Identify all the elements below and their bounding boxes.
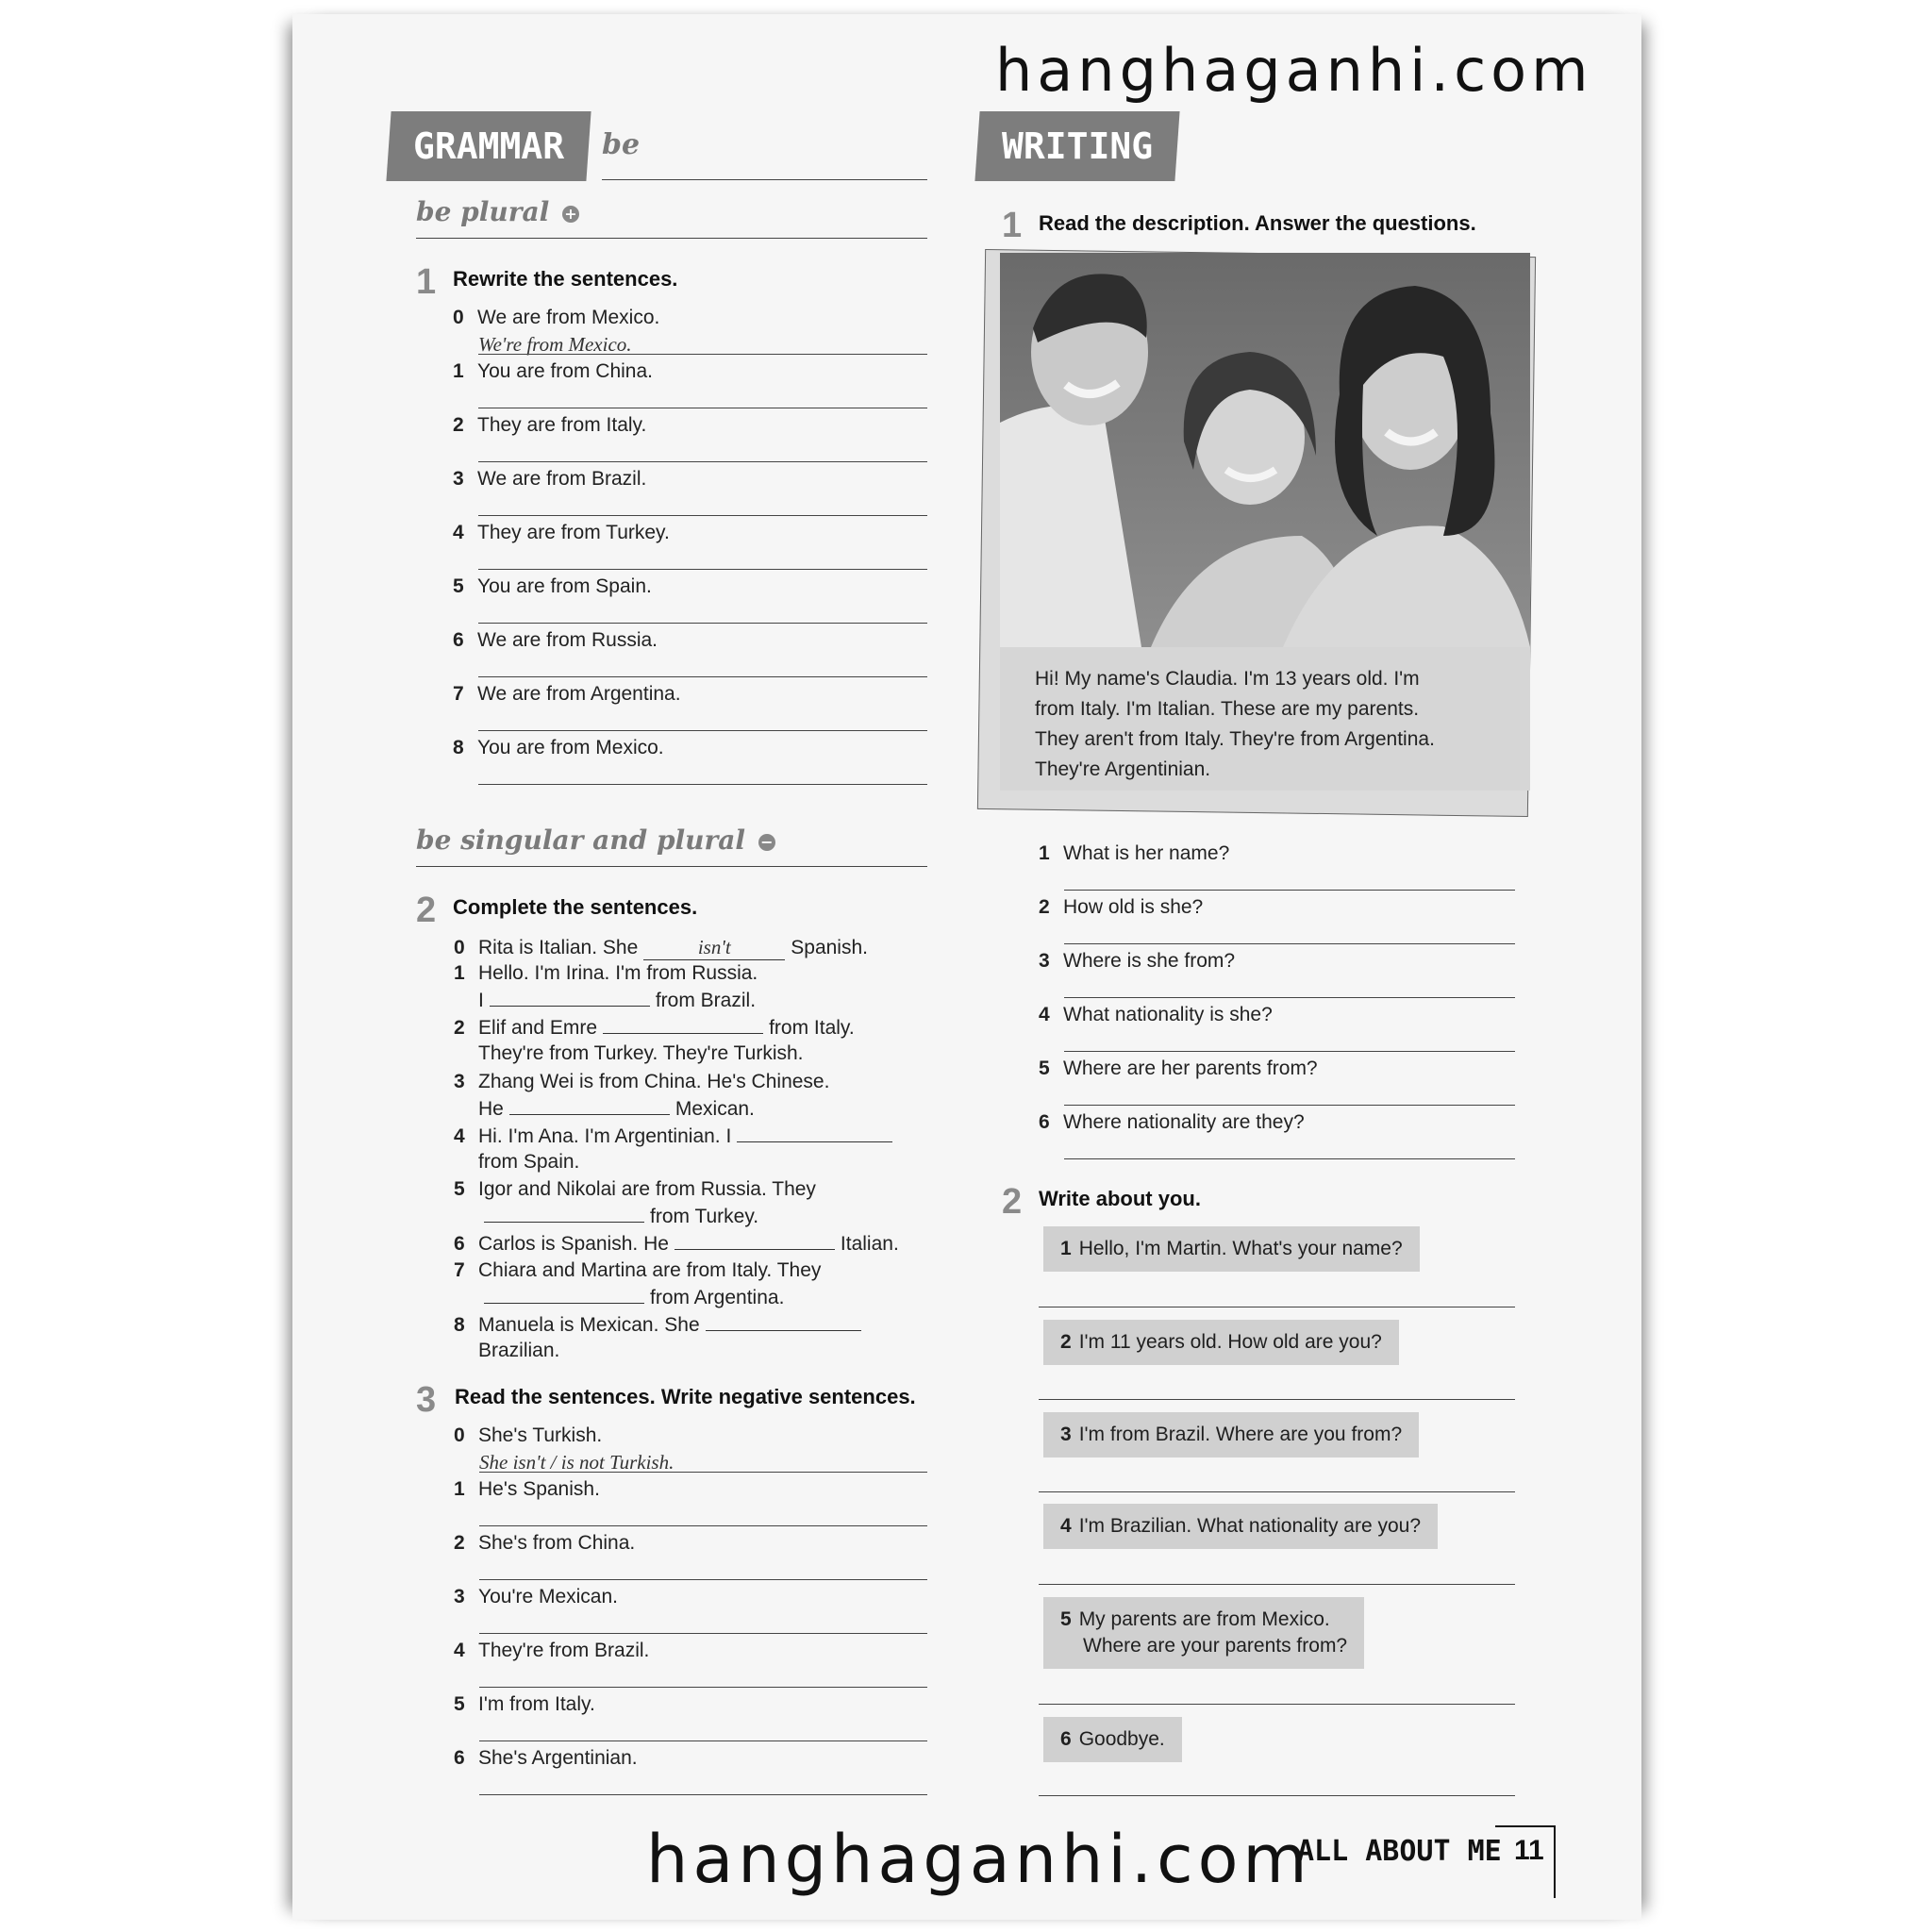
description-line: They're Argentinian. <box>1035 758 1211 780</box>
item-number: 1 <box>454 1478 465 1500</box>
item-text: Zhang Wei is from China. He's Chinese. <box>478 1071 830 1092</box>
answer-line[interactable] <box>478 515 927 516</box>
item-text: What is her name? <box>1063 842 1230 864</box>
item-text: from Italy. <box>769 1017 855 1039</box>
section-heading-be-plural: be plural + <box>416 196 579 227</box>
rule <box>416 866 927 867</box>
exercise-item-line2 <box>478 1042 804 1065</box>
exercise-instruction: Read the sentences. Write negative sentences. <box>455 1385 916 1408</box>
item-text: Rita is Italian. She <box>478 937 639 958</box>
exercise-item <box>454 1259 821 1282</box>
exercise-item <box>453 468 646 491</box>
answer-line[interactable] <box>1064 890 1515 891</box>
item-text: How old is she? <box>1063 896 1204 918</box>
exercise-instruction: Complete the sentences. <box>453 895 698 919</box>
example-answer: isn't <box>643 936 785 960</box>
question-item <box>1039 950 1235 973</box>
section-heading-be-singular-plural: be singular and plural − <box>416 824 775 856</box>
item-text: Carlos is Spanish. He <box>478 1233 669 1255</box>
item-number: 1 <box>453 360 464 382</box>
rule <box>602 179 927 180</box>
answer-blank[interactable] <box>509 1097 670 1115</box>
item-text: She's Argentinian. <box>478 1747 638 1769</box>
item-number: 6 <box>454 1233 465 1255</box>
answer-line[interactable] <box>478 730 927 731</box>
item-text: from Argentina. <box>650 1287 785 1308</box>
item-number: 6 <box>454 1747 465 1769</box>
item-text: Where is she from? <box>1063 950 1236 972</box>
exercise-item <box>453 629 658 652</box>
item-number: 2 <box>454 1017 465 1039</box>
bubble-line <box>1060 1329 1382 1356</box>
item-text: You are from Mexico. <box>477 737 664 758</box>
bubble-line <box>1060 1236 1403 1262</box>
item-text: Italian. <box>840 1233 899 1255</box>
item-number: 0 <box>454 937 465 958</box>
exercise-item-line2 <box>478 1286 784 1309</box>
item-number: 8 <box>454 1314 465 1336</box>
example-answer: She isn't / is not Turkish. <box>479 1451 675 1474</box>
watermark-bottom: hanghaganhi.com <box>646 1821 1312 1898</box>
item-number: 6 <box>1039 1111 1050 1133</box>
item-text: from Turkey. <box>650 1206 759 1227</box>
bubble-line <box>1060 1513 1421 1540</box>
answer-blank[interactable] <box>675 1232 835 1250</box>
answer-line[interactable] <box>478 676 927 677</box>
answer-line[interactable] <box>478 623 927 624</box>
item-text: I <box>478 990 484 1011</box>
bubble-number: 2 <box>1060 1331 1072 1353</box>
item-text: You are from Spain. <box>477 575 652 597</box>
exercise-item-line2 <box>478 1097 755 1121</box>
bubble-line <box>1060 1607 1347 1633</box>
item-text: from Spain. <box>478 1151 580 1173</box>
item-number: 3 <box>1039 950 1050 972</box>
question-item <box>1039 842 1229 865</box>
exercise-item <box>454 1424 602 1447</box>
exercise-item-line2 <box>478 1151 579 1174</box>
answer-line[interactable] <box>479 1794 927 1795</box>
item-number: 5 <box>1039 1058 1050 1079</box>
item-text: I'm from Italy. <box>478 1693 595 1715</box>
answer-line[interactable] <box>479 1687 927 1688</box>
description-line: from Italy. I'm Italian. These are my parents. <box>1035 698 1420 720</box>
answer-line[interactable] <box>1064 1051 1515 1052</box>
item-number: 2 <box>453 414 464 436</box>
item-number: 3 <box>453 468 464 490</box>
speech-bubble <box>1043 1597 1364 1669</box>
answer-line[interactable] <box>479 1472 927 1473</box>
exercise-item <box>453 360 653 383</box>
exercise-item <box>454 1313 867 1337</box>
item-text: Where are her parents from? <box>1063 1058 1318 1079</box>
item-number: 5 <box>454 1178 465 1200</box>
item-text: Hi. I'm Ana. I'm Argentinian. I <box>478 1125 732 1147</box>
answer-blank[interactable] <box>484 1205 644 1223</box>
description-line: They aren't from Italy. They're from Argentina. <box>1035 728 1435 750</box>
item-number: 4 <box>454 1640 465 1661</box>
minus-icon: − <box>758 834 775 851</box>
item-text: Mexican. <box>675 1098 755 1120</box>
item-text: We are from Russia. <box>477 629 658 651</box>
exercise-number: 1 <box>416 262 437 302</box>
item-number: 7 <box>453 683 464 705</box>
item-text: Manuela is Mexican. She <box>478 1314 700 1336</box>
question-item <box>1039 896 1203 919</box>
exercise-item-line2 <box>478 1205 758 1228</box>
rule <box>416 238 927 239</box>
item-text: Spanish. <box>791 937 868 958</box>
item-text: from Brazil. <box>655 990 757 1011</box>
answer-line[interactable] <box>1064 1158 1515 1159</box>
speech-bubble <box>1043 1717 1182 1762</box>
item-text: They're from Turkey. They're Turkish. <box>478 1042 804 1064</box>
item-number: 5 <box>454 1693 465 1715</box>
speech-bubble <box>1043 1504 1438 1549</box>
example-answer: We're from Mexico. <box>478 333 632 356</box>
page-number-bracket <box>1495 1825 1556 1898</box>
answer-line[interactable] <box>1064 943 1515 944</box>
exercise-item <box>453 737 664 759</box>
exercise-number: 2 <box>1002 1182 1023 1222</box>
answer-line[interactable] <box>1064 997 1515 998</box>
exercise-instruction: Write about you. <box>1039 1187 1201 1210</box>
exercise-item <box>454 1693 595 1716</box>
bubble-text: Hello, I'm Martin. What's your name? <box>1078 1238 1403 1259</box>
exercise-instruction: Read the description. Answer the questions. <box>1039 211 1476 235</box>
item-number: 3 <box>454 1071 465 1092</box>
speech-bubble <box>1043 1412 1419 1457</box>
bubble-text: I'm from Brazil. Where are you from? <box>1078 1424 1403 1445</box>
bubble-text: I'm 11 years old. How old are you? <box>1078 1331 1382 1353</box>
page-number: 11 <box>1514 1835 1544 1866</box>
item-number: 8 <box>453 737 464 758</box>
item-number: 3 <box>454 1586 465 1607</box>
item-text: We are from Brazil. <box>477 468 647 490</box>
item-number: 4 <box>1039 1004 1050 1025</box>
item-text: Where nationality are they? <box>1063 1111 1305 1133</box>
speech-bubble <box>1043 1320 1399 1365</box>
question-item <box>1039 1111 1305 1134</box>
exercise-item <box>454 936 868 960</box>
item-text: She's Turkish. <box>478 1424 603 1446</box>
item-text: He <box>478 1098 504 1120</box>
item-number: 7 <box>454 1259 465 1281</box>
item-number: 2 <box>454 1532 465 1554</box>
exercise-item <box>454 1478 600 1501</box>
exercise-item <box>454 1016 855 1040</box>
answer-line[interactable] <box>479 1525 927 1526</box>
plus-icon: + <box>562 206 579 223</box>
item-text: Igor and Nikolai are from Russia. They <box>478 1178 816 1200</box>
grammar-topic: be <box>602 128 641 161</box>
item-number: 4 <box>454 1125 465 1147</box>
item-text: What nationality is she? <box>1063 1004 1273 1025</box>
watermark-top: hanghaganhi.com <box>995 36 1593 105</box>
item-text: We are from Argentina. <box>477 683 681 705</box>
exercise-item <box>454 1124 898 1148</box>
exercise-item <box>453 522 670 544</box>
exercise-item <box>453 575 652 598</box>
item-number: 1 <box>1039 842 1050 864</box>
answer-blank[interactable] <box>603 1016 763 1034</box>
item-number: 1 <box>454 962 465 984</box>
item-number: 0 <box>453 307 464 328</box>
answer-line[interactable] <box>478 354 927 355</box>
item-number: 2 <box>1039 896 1050 918</box>
exercise-item <box>454 1178 816 1201</box>
question-item <box>1039 1058 1318 1080</box>
bubble-text: My parents are from Mexico. <box>1078 1608 1330 1630</box>
writing-banner: WRITING <box>974 111 1179 181</box>
exercise-item <box>454 1071 829 1093</box>
bubble-text: I'm Brazilian. What nationality are you? <box>1078 1515 1422 1537</box>
answer-line[interactable] <box>1039 1491 1515 1492</box>
bubble-text: Where are your parents from? <box>1083 1635 1348 1657</box>
description-line: Hi! My name's Claudia. I'm 13 years old. I'm <box>1035 668 1420 690</box>
exercise-item <box>454 1640 649 1662</box>
description-text <box>1035 664 1435 785</box>
exercise-item <box>454 962 758 985</box>
answer-blank[interactable] <box>737 1124 892 1142</box>
answer-line[interactable] <box>478 569 927 570</box>
item-text: You're Mexican. <box>478 1586 618 1607</box>
answer-line[interactable] <box>478 461 927 462</box>
bubble-number: 1 <box>1060 1238 1072 1259</box>
answer-line[interactable] <box>1039 1795 1515 1796</box>
answer-line[interactable] <box>1039 1399 1515 1400</box>
family-photo <box>1000 253 1530 647</box>
exercise-item-line2 <box>478 989 756 1012</box>
answer-blank[interactable] <box>490 989 650 1007</box>
exercise-number: 2 <box>416 891 437 930</box>
answer-blank[interactable] <box>706 1313 861 1331</box>
unit-title: ALL ABOUT ME <box>1297 1835 1502 1868</box>
exercise-instruction: Rewrite the sentences. <box>453 267 678 291</box>
bubble-number: 5 <box>1060 1608 1072 1630</box>
exercise-item-line2 <box>478 1340 559 1362</box>
exercise-number: 3 <box>416 1380 437 1420</box>
item-text: We are from Mexico. <box>477 307 660 328</box>
item-number: 5 <box>453 575 464 597</box>
bubble-text: Goodbye. <box>1078 1728 1165 1750</box>
bubble-line <box>1060 1726 1165 1753</box>
answer-blank[interactable] <box>484 1286 644 1304</box>
item-text: They're from Brazil. <box>478 1640 650 1661</box>
item-text: He's Spanish. <box>478 1478 600 1500</box>
answer-line[interactable] <box>478 784 927 785</box>
exercise-item <box>454 1532 635 1555</box>
item-number: 6 <box>453 629 464 651</box>
exercise-item <box>453 307 659 329</box>
item-text: They are from Italy. <box>477 414 647 436</box>
speech-bubble <box>1043 1226 1420 1272</box>
grammar-banner: GRAMMAR <box>386 111 591 181</box>
answer-line[interactable] <box>1039 1584 1515 1585</box>
exercise-item <box>454 1232 899 1256</box>
bubble-line <box>1060 1422 1402 1448</box>
answer-line[interactable] <box>479 1740 927 1741</box>
item-text: She's from China. <box>478 1532 636 1554</box>
bubble-number: 3 <box>1060 1424 1072 1445</box>
exercise-item <box>454 1747 638 1770</box>
answer-line[interactable] <box>1064 1105 1515 1106</box>
exercise-number: 1 <box>1002 206 1023 245</box>
item-text: They are from Turkey. <box>477 522 670 543</box>
answer-line[interactable] <box>479 1633 927 1634</box>
item-number: 0 <box>454 1424 465 1446</box>
bubble-number: 4 <box>1060 1515 1072 1537</box>
answer-line[interactable] <box>479 1579 927 1580</box>
item-text: Hello. I'm Irina. I'm from Russia. <box>478 962 758 984</box>
question-item <box>1039 1004 1273 1026</box>
item-text: Chiara and Martina are from Italy. They <box>478 1259 822 1281</box>
bubble-line <box>1060 1633 1347 1659</box>
item-text: Elif and Emre <box>478 1017 598 1039</box>
item-number: 4 <box>453 522 464 543</box>
answer-line[interactable] <box>1039 1704 1515 1705</box>
exercise-item <box>453 683 681 706</box>
item-text: You are from China. <box>477 360 653 382</box>
bubble-number: 6 <box>1060 1728 1072 1750</box>
exercise-item <box>454 1586 618 1608</box>
exercise-item <box>453 414 646 437</box>
item-text: Brazilian. <box>478 1340 560 1361</box>
